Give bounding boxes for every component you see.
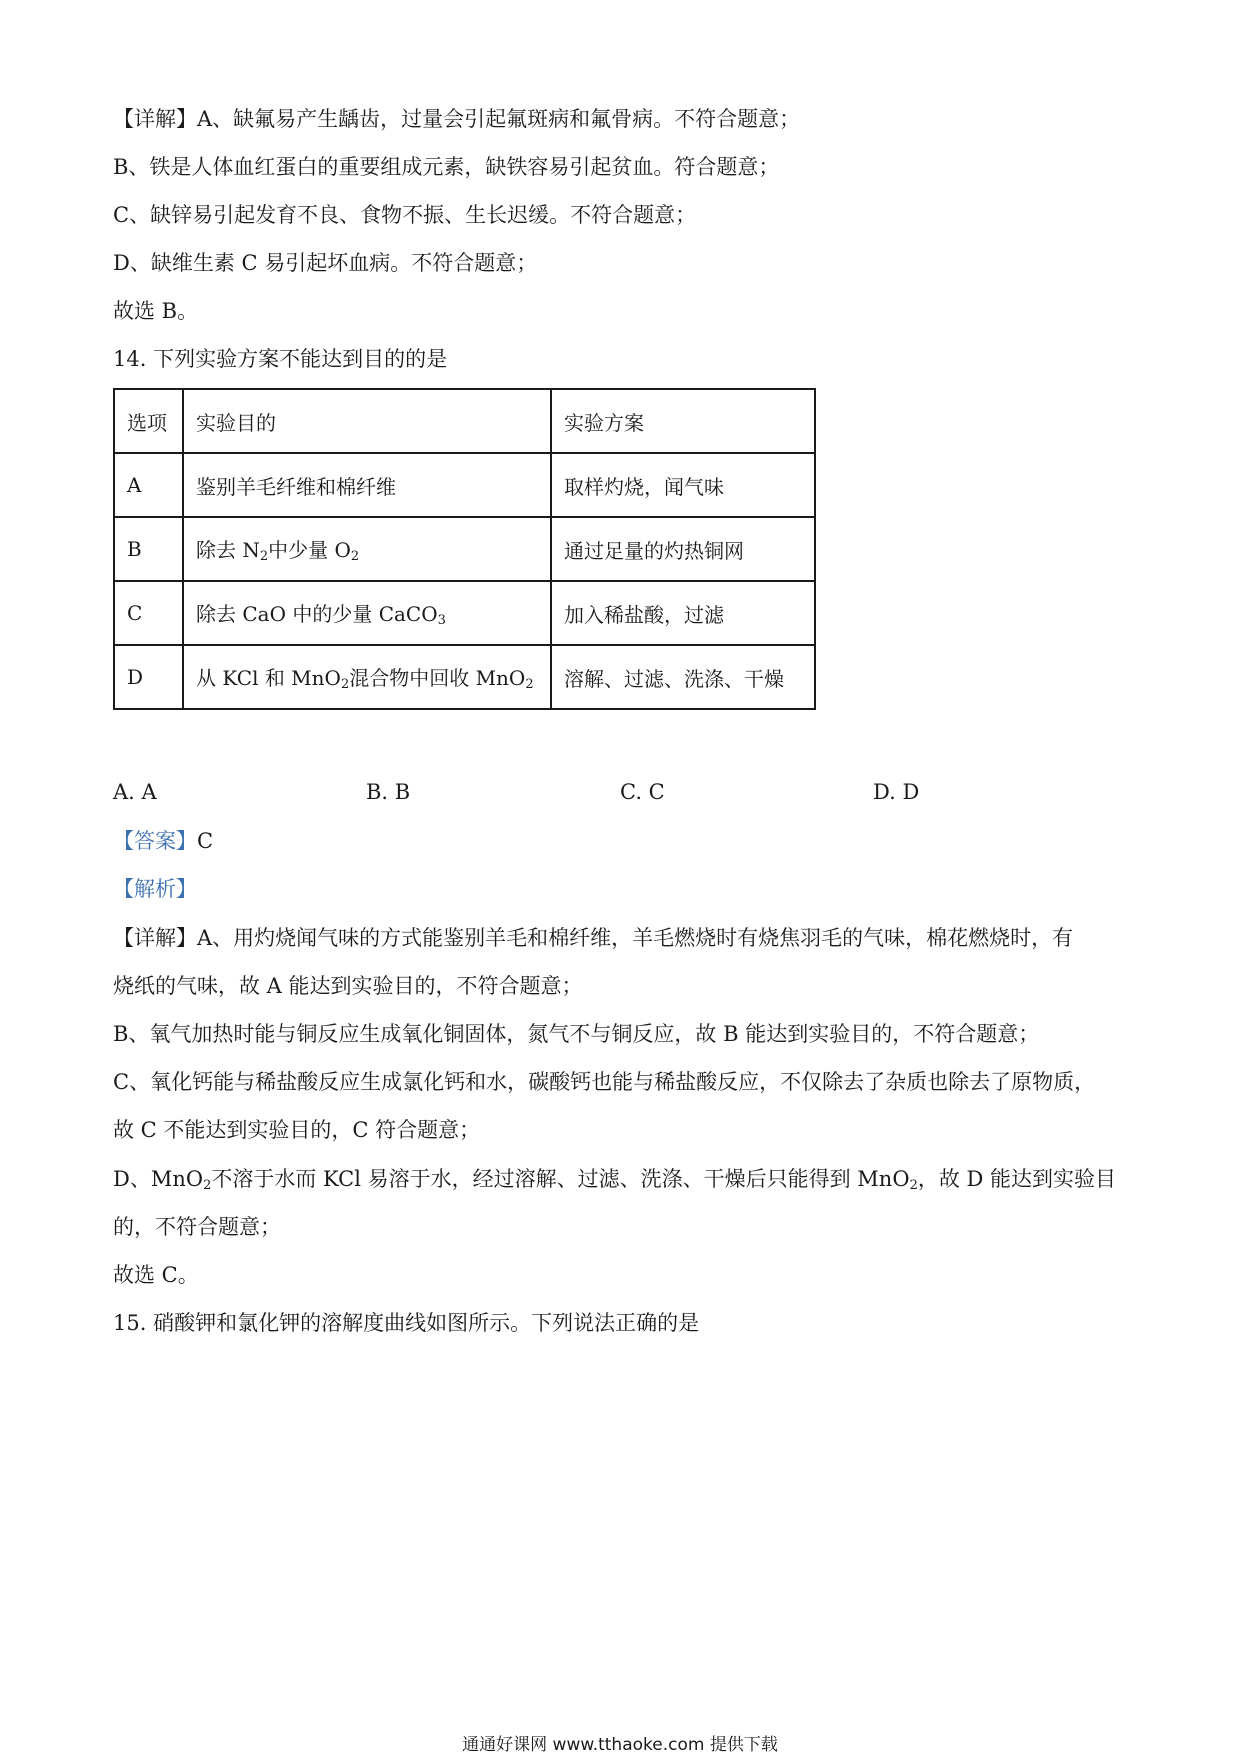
prev-conclusion: 故选 B。 [113, 299, 199, 323]
subscript: 2 [909, 1178, 918, 1193]
analysis-label: 【解析】 [113, 877, 197, 901]
detail-line-5: 故 C 不能达到实验目的，C 符合题意； [113, 1118, 481, 1142]
table-row [114, 645, 815, 709]
detail-line-1: 【详解】A、用灼烧闻气味的方式能鉴别羊毛和棉纤维，羊毛燃烧时有烧焦羽毛的气味，棉花燃烧时，有 [113, 926, 1074, 950]
table-row [114, 453, 815, 517]
table-header-row [114, 389, 815, 453]
detail-conclusion: 故选 C。 [113, 1263, 199, 1287]
table-cell-purpose [183, 581, 551, 645]
prev-detail-line-1: 【详解】A、缺氟易产生龋齿，过量会引起氟斑病和氟骨病。不符合题意； [113, 107, 801, 131]
detail-text: D、MnO [113, 1167, 204, 1191]
prev-detail-line-3: C、缺锌易引起发育不良、食物不振、生长迟缓。不符合题意； [113, 203, 697, 227]
table-cell-method: 通过足量的灼热铜网 [551, 517, 815, 581]
answer-label: 【答案】 [113, 829, 197, 853]
option-d: D. D [873, 780, 920, 804]
detail-line-6 [113, 1166, 1116, 1199]
detail-line-2: 烧纸的气味，故 A 能达到实验目的，不符合题意； [113, 974, 583, 998]
table-cell-method: 溶解、过滤、洗涤、干燥 [551, 645, 815, 709]
table-header-cell: 实验目的 [183, 389, 551, 453]
question-15-stem: 15. 硝酸钾和氯化钾的溶解度曲线如图所示。下列说法正确的是 [113, 1311, 700, 1335]
table-cell-method: 加入稀盐酸，过滤 [551, 581, 815, 645]
table-cell-option: D [114, 645, 183, 709]
table-header-cell: 选项 [114, 389, 183, 453]
table-cell-purpose [183, 645, 551, 709]
question-14-stem: 14. 下列实验方案不能达到目的的是 [113, 347, 448, 371]
subscript: 2 [525, 677, 534, 692]
table-header-cell: 实验方案 [551, 389, 815, 453]
purpose-text: 除去 CaO 中的少量 CaCO [196, 602, 438, 626]
option-c: C. C [620, 780, 665, 804]
table-cell-method: 取样灼烧，闻气味 [551, 453, 815, 517]
subscript: 2 [340, 677, 350, 692]
subscript: 2 [203, 1178, 212, 1193]
answer-line [113, 828, 213, 854]
subscript: 3 [437, 613, 446, 628]
table-cell-option: B [114, 517, 183, 581]
answer-value: C [197, 829, 214, 853]
subscript: 2 [350, 549, 360, 564]
purpose-text: 中少量 O [268, 538, 351, 562]
purpose-text: 除去 N [196, 538, 260, 562]
detail-line-3: B、氧气加热时能与铜反应生成氧化铜固体，氮气不与铜反应，故 B 能达到实验目的，不符合题意； [113, 1022, 1040, 1046]
option-b: B. B [366, 780, 411, 804]
purpose-text: 混合物中回收 MnO [349, 666, 526, 690]
table-cell-option: A [114, 453, 183, 517]
prev-detail-line-4: D、缺维生素 C 易引起坏血病。不符合题意； [113, 251, 538, 275]
table-row [114, 581, 815, 645]
footer-watermark: 通通好课网 www.tthaoke.com 提供下载 [462, 1735, 778, 1755]
table-cell-purpose [183, 453, 551, 517]
detail-line-4: C、氧化钙能与稀盐酸反应生成氯化钙和水，碳酸钙也能与稀盐酸反应，不仅除去了杂质也除去了原物质， [113, 1070, 1096, 1094]
prev-detail-line-2: B、铁是人体血红蛋白的重要组成元素，缺铁容易引起贫血。符合题意； [113, 155, 780, 179]
table-cell-option: C [114, 581, 183, 645]
table-cell-purpose [183, 517, 551, 581]
question-14-table [113, 388, 816, 710]
subscript: 2 [259, 549, 269, 564]
purpose-text: 从 KCl 和 MnO [196, 666, 341, 690]
purpose-text: 鉴别羊毛纤维和棉纤维 [196, 474, 396, 499]
option-a: A. A [113, 780, 157, 804]
detail-text: 不溶于水而 KCl 易溶于水，经过溶解、过滤、洗涤、干燥后只能得到 MnO [211, 1167, 910, 1191]
detail-line-7: 的，不符合题意； [113, 1215, 281, 1239]
table-row [114, 517, 815, 581]
detail-text: ，故 D 能达到实验目 [917, 1167, 1117, 1191]
